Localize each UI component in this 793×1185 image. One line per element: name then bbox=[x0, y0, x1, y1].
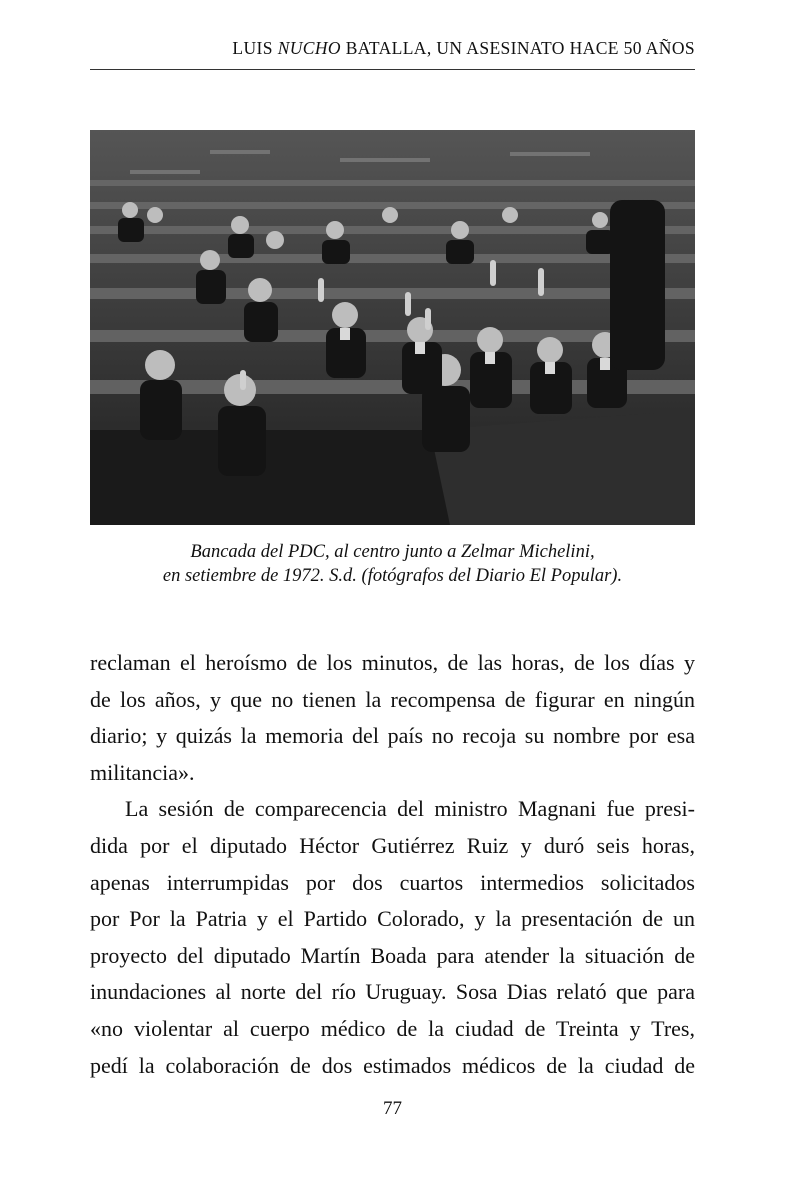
text-line: La sesión de comparecencia del ministro Magnani fue presi- bbox=[125, 796, 695, 822]
header-rule bbox=[90, 69, 695, 70]
page-number: 77 bbox=[383, 1098, 402, 1119]
paragraph-1 bbox=[90, 645, 695, 791]
caption-line: Bancada del PDC, al centro junto a Zelmar Michelini, bbox=[190, 542, 595, 562]
text-line: apenas interrumpidas por dos cuartos intermedios solicitados bbox=[90, 869, 695, 895]
header-book-title: BATALLA, UN ASESINATO HACE 50 AÑOS bbox=[340, 38, 695, 58]
text-line: militancia». bbox=[90, 759, 195, 785]
text-line: pedí la colaboración de dos estimados médicos de la ciudad de bbox=[90, 1052, 695, 1078]
photo-caption bbox=[90, 540, 695, 588]
running-header bbox=[90, 38, 695, 59]
text-line: inundaciones al norte del río Uruguay. Sosa Dias relató que para bbox=[90, 979, 695, 1005]
header-author-nickname: NUCHO bbox=[277, 38, 341, 58]
caption-line: en setiembre de 1972. S.d. (fotógrafos del Diario El Popular). bbox=[162, 566, 623, 586]
header-author-prefix: LUIS bbox=[232, 38, 278, 58]
photo-illustration bbox=[90, 130, 695, 525]
text-line: por Por la Patria y el Partido Colorado, y la presentación de un bbox=[90, 906, 695, 932]
text-line: proyecto del diputado Martín Boada para atender la situación de bbox=[90, 942, 695, 968]
body-text bbox=[90, 645, 695, 1084]
parliament-session-photo bbox=[90, 130, 695, 525]
text-line: reclaman el heroísmo de los minutos, de las horas, de los días y bbox=[90, 650, 695, 675]
text-line: diario; y quizás la memoria del país no recoja su nombre por esa bbox=[90, 723, 695, 749]
text-line: «no violentar al cuerpo médico de la ciudad de Treinta y Tres, bbox=[90, 1015, 695, 1041]
text-line: de los años, y que no tienen la recompensa de figurar en ningún bbox=[90, 686, 695, 712]
text-line: dida por el diputado Héctor Gutiérrez Ruiz y duró seis horas, bbox=[90, 832, 695, 858]
paragraph-2 bbox=[90, 791, 695, 1084]
